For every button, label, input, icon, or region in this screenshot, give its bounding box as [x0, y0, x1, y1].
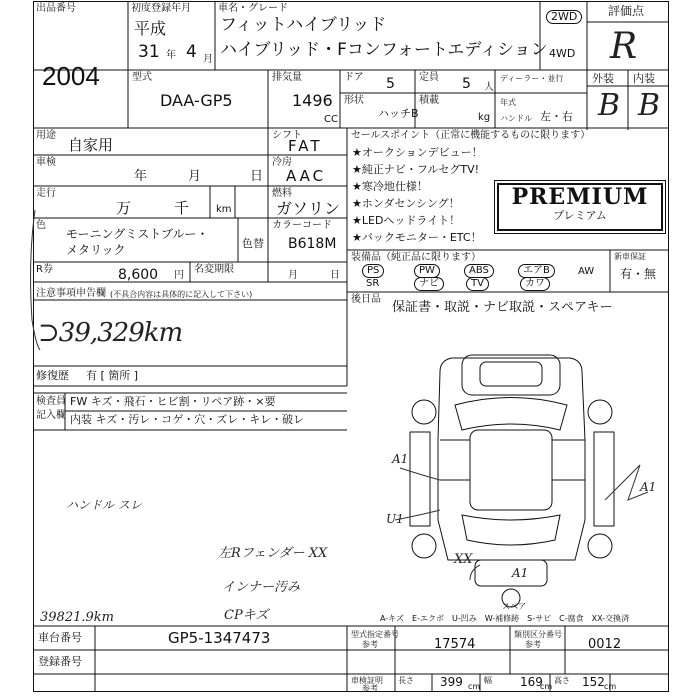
sales-points-label: セールスポイント（正常に機能するものに限ります） [351, 130, 591, 141]
category-label: 類別区分番号 [514, 630, 562, 639]
load-unit: kg [478, 112, 491, 123]
displacement: 1496 [292, 91, 333, 110]
height-label: 高さ [554, 676, 570, 685]
chassis-number: GP5-1347473 [168, 629, 271, 647]
equip-pw: PW [414, 264, 440, 278]
drive-2wd: 2WD [546, 10, 582, 24]
doors: 5 [386, 76, 395, 92]
sales-point-6: ★バックモニター・ETC！ [352, 231, 482, 244]
equip-navi: ナビ [414, 277, 444, 291]
capacity-label: 定員 [419, 72, 439, 83]
recycle-fee: 8,600 [118, 267, 159, 283]
handwritten-note-cp: CPキズ [224, 608, 269, 623]
mileage-man-unit: 万 [116, 199, 132, 217]
length-value: 399 [440, 675, 463, 689]
length-unit: cm [468, 682, 481, 691]
repair-label: 修復歴 [36, 369, 69, 382]
inspection-month-unit: 月 [188, 169, 202, 184]
reg-year: 31 [138, 42, 160, 62]
length-label: 長さ [398, 676, 414, 685]
equip-abs: ABS [464, 264, 494, 278]
spare-label: スペア [502, 602, 526, 611]
chassis-label: 車台番号 [38, 631, 82, 644]
category-ref: 参考 [525, 640, 541, 649]
inspector-label-2: 記入欄 [36, 410, 66, 421]
mileage-sen-unit: 千 [174, 199, 190, 217]
year-unit: 年 [166, 50, 176, 61]
model-label: 型式 [132, 72, 152, 83]
equip-airbag: エアB [518, 264, 555, 278]
inspection-year-unit: 年 [134, 169, 148, 184]
ac: AAC [286, 167, 327, 185]
handle-side: 左・右 [540, 110, 573, 123]
dealer-label: ディーラー・並行 [500, 74, 564, 83]
model-year-label: 年式 [500, 98, 516, 107]
capacity: 5 [462, 76, 471, 92]
inspector-interior-options: 内装 キズ・汚レ・コゲ・穴・ズレ・キレ・破レ [70, 413, 305, 426]
premium-stamp [497, 183, 663, 231]
handwritten-note-handle: ハンドル スレ [66, 498, 142, 512]
inspector-exterior-options: FW キズ・飛石・ヒビ割・リペア跡・×要 [70, 395, 276, 408]
after-delivery-items: 保証書・取説・ナビ取説・スペアキー [392, 300, 613, 315]
equipment-label: 装備品（純正品に限ります） [351, 252, 481, 263]
ac-label: 冷房 [272, 157, 292, 168]
sales-point-1: ★オークションデビュー！ [352, 146, 483, 159]
fuel-label: 燃料 [272, 188, 292, 199]
era: 平成 [134, 19, 167, 38]
width-value: 169 [520, 675, 543, 689]
shift-label: シフト [272, 130, 302, 141]
load-label: 積載 [419, 95, 439, 106]
color-name-2: メタリック [66, 243, 126, 257]
inspection-label: 車検 [36, 157, 56, 168]
auction-score: R [610, 26, 638, 67]
exterior-grade: B [598, 88, 621, 123]
damage-mark-left-door: A1 [392, 452, 409, 466]
equip-aw: AW [578, 266, 595, 277]
handle-label: ハンドル [500, 114, 532, 123]
handwritten-note-inner: インナー汚み [222, 580, 301, 595]
premium-stamp-en: PREMIUM [511, 184, 649, 210]
drive-4wd: 4WD [549, 47, 576, 60]
usage-label: 用途 [36, 130, 56, 141]
car-name: フィットハイブリッド [220, 15, 387, 35]
car-grade: ハイブリッド・Fコンフォートエディション [220, 40, 548, 60]
usage: 自家用 [68, 136, 114, 154]
shift: FAT [288, 137, 323, 155]
paint-change-label: 色替 [242, 237, 264, 250]
equip-sr: SR [366, 278, 380, 289]
premium-stamp-jp: プレミアム [553, 209, 607, 222]
name-change-month-unit: 月 [288, 270, 298, 281]
car-name-label: 車名・グレード [218, 3, 288, 14]
inspection-day-unit: 日 [250, 169, 264, 184]
fuel: ガソリン [276, 199, 341, 218]
interior-label: 内装 [633, 72, 655, 85]
mileage-km-unit: km [216, 204, 232, 215]
height-unit: cm [604, 682, 617, 691]
repair-history: 有 [ 箇所 ] [86, 369, 139, 382]
person-unit: 人 [484, 82, 494, 93]
mileage-label: 走行 [36, 188, 56, 199]
shape: ハッチB [378, 107, 419, 120]
handwritten-note-fender: 左Rフェンダー XX [218, 546, 328, 561]
name-change-label: 名変期限 [194, 264, 234, 275]
damage-mark-right: A1 [640, 480, 657, 494]
notes-label: 注意事項申告欄 [36, 288, 106, 299]
sales-point-4: ★ホンダセンシング！ [352, 197, 460, 210]
model-designation-ref: 参考 [362, 640, 378, 649]
damage-mark-rear: A1 [512, 566, 529, 580]
sales-point-3: ★寒冷地仕様！ [352, 180, 428, 193]
equip-tv: TV [466, 277, 489, 291]
handwritten-note-mileage: 39821.9km [40, 610, 114, 625]
cc-unit: CC [324, 114, 338, 125]
lot-number: 2004 [42, 61, 100, 91]
score-label: 評価点 [608, 4, 645, 18]
warranty-status: 有・無 [620, 267, 657, 281]
lot-number-label: 出品番号 [36, 3, 76, 14]
vehicle-cert-label: 車検証明 [351, 676, 383, 685]
notes-mileage-handwritten: ⊃39,329km [38, 318, 183, 348]
color-label: 色 [36, 220, 46, 231]
category-number: 0012 [588, 637, 622, 652]
damage-legend: A-キズ E-エクボ U-凹み W-補修跡 S-サビ C-腐食 XX-交換済 [380, 614, 630, 623]
sales-point-2: ★純正ナビ・フルセグTV! [352, 163, 480, 176]
width-label: 幅 [484, 676, 492, 685]
registration-label: 登録番号 [38, 655, 82, 668]
exterior-label: 外装 [592, 72, 614, 85]
model-designation: 17574 [434, 637, 476, 652]
inspector-label-1: 検査員 [36, 396, 66, 407]
recycle-label: R券 [36, 264, 53, 275]
name-change-day-unit: 日 [330, 270, 340, 281]
shape-label: 形状 [344, 95, 364, 106]
damage-mark-rear-fender: XX [454, 552, 473, 567]
model-designation-label: 型式指定番号 [351, 630, 399, 639]
model-code: DAA-GP5 [160, 91, 233, 110]
color-code: B618M [288, 236, 337, 252]
notes-sublabel: (不具合内容は具体的に記入して下さい) [110, 290, 253, 299]
month-unit: 月 [203, 54, 213, 65]
height-value: 152 [582, 675, 605, 689]
after-delivery-label: 後日品 [351, 294, 381, 305]
equip-leather: カワ [520, 277, 550, 291]
yen-unit: 円 [174, 270, 184, 281]
vehicle-cert-ref: 参考 [362, 684, 378, 693]
color-code-label: カラーコード [272, 220, 332, 231]
displacement-label: 排気量 [272, 72, 302, 83]
equip-ps: PS [362, 264, 384, 278]
damage-mark-left-rear: U1 [386, 512, 404, 526]
first-registration-label: 初度登録年月 [131, 3, 191, 14]
reg-month: 4 [186, 42, 197, 62]
doors-label: ドア [344, 72, 364, 83]
width-unit: cm [540, 682, 553, 691]
sales-point-5: ★LEDヘッドライト！ [352, 214, 461, 227]
interior-grade: B [638, 88, 661, 123]
color-name: モーニングミストブルー・ [66, 227, 209, 241]
new-car-warranty-label: 新車保証 [614, 252, 646, 261]
